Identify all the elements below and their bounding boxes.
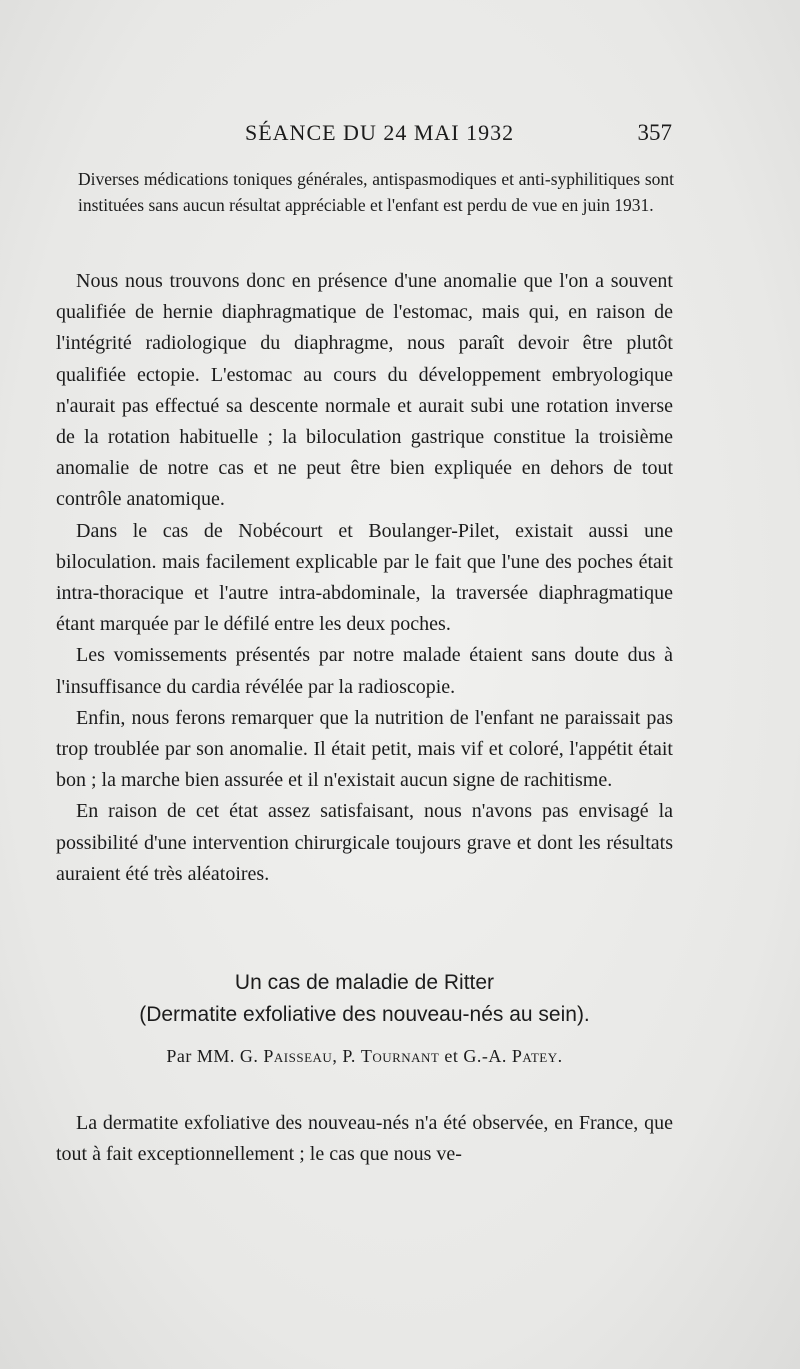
closing-text <box>56 1108 673 1170</box>
paragraph-conclusion: En raison de cet état assez satisfaisant, nous n'avons pas envisagé la possibilité d'une intervention chirurgicale toujours grave et dont les résultats auraient été très aléatoires. <box>56 800 673 885</box>
discussion-body <box>56 266 673 890</box>
paragraph-anomaly: Nous nous trouvons donc en présence d'une anomalie que l'on a souvent qualifiée de hernie diaphragmatique de l'estomac, mais qui, en raison de l'intégrité radiologique du diaphragme, nous paraît devoir être plutôt qualifiée ectopie. L'estomac au cours du développement embryologique n'aurait pas effectué sa descente normale et aurait subi une rotation inverse de la rotation habituelle ; la biloculation gastrique constitue la troisième anomalie de notre cas et ne peut être bien expliquée en dehors de tout contrôle anatomique. <box>56 270 673 511</box>
intro-paragraph: Diverses médications toniques générales, antispasmodiques et anti-syphilitiques sont instituées sans aucun résultat appréciable et l'enfant est perdu de vue en juin 1931. <box>78 169 674 215</box>
authors-prefix: Par MM. G. <box>166 1046 264 1066</box>
author-tournant: Tournant <box>360 1046 440 1066</box>
running-header <box>80 120 672 152</box>
section-subtitle: (Dermatite exfoliative des nouveau-nés au sein). <box>139 1003 590 1026</box>
author-paisseau: Paisseau <box>263 1046 333 1066</box>
authors-line <box>56 1046 673 1067</box>
authors-separator-1: , P. <box>332 1046 361 1066</box>
paragraph-vomiting: Les vomissements présentés par notre malade étaient sans doute dus à l'insuffisance du cardia révélée par la radioscopie. <box>56 644 673 698</box>
authors-end: . <box>557 1046 563 1066</box>
page-number: 357 <box>637 120 672 145</box>
paragraph-nobecourt-case: Dans le cas de Nobécourt et Boulanger-Pilet, existait aussi une biloculation. mais facilement explicable par le fait que l'une des poches était intra-thoracique et l'autre intra-abdominale, la traversée diaphragmatique étant marquée par le défilé entre les deux poches. <box>56 519 673 636</box>
author-patey: Patey <box>511 1046 558 1066</box>
section-heading <box>56 968 673 1032</box>
authors-separator-2: et G.-A. <box>439 1046 512 1066</box>
section-title: Un cas de maladie de Ritter <box>234 971 495 994</box>
paragraph-nutrition: Enfin, nous ferons remarquer que la nutrition de l'enfant ne paraissait pas trop troublée par son anomalie. Il était petit, mais vif et coloré, l'appétit était bon ; la marche bien assurée et il n'existait aucun signe de rachitisme. <box>56 706 673 792</box>
paragraph-closing: La dermatite exfoliative des nouveau-nés n'a été observée, en France, que tout à fait exceptionnellement ; le cas que nous ve- <box>56 1112 673 1165</box>
running-title: SÉANCE DU 24 MAI 1932 <box>245 120 515 145</box>
